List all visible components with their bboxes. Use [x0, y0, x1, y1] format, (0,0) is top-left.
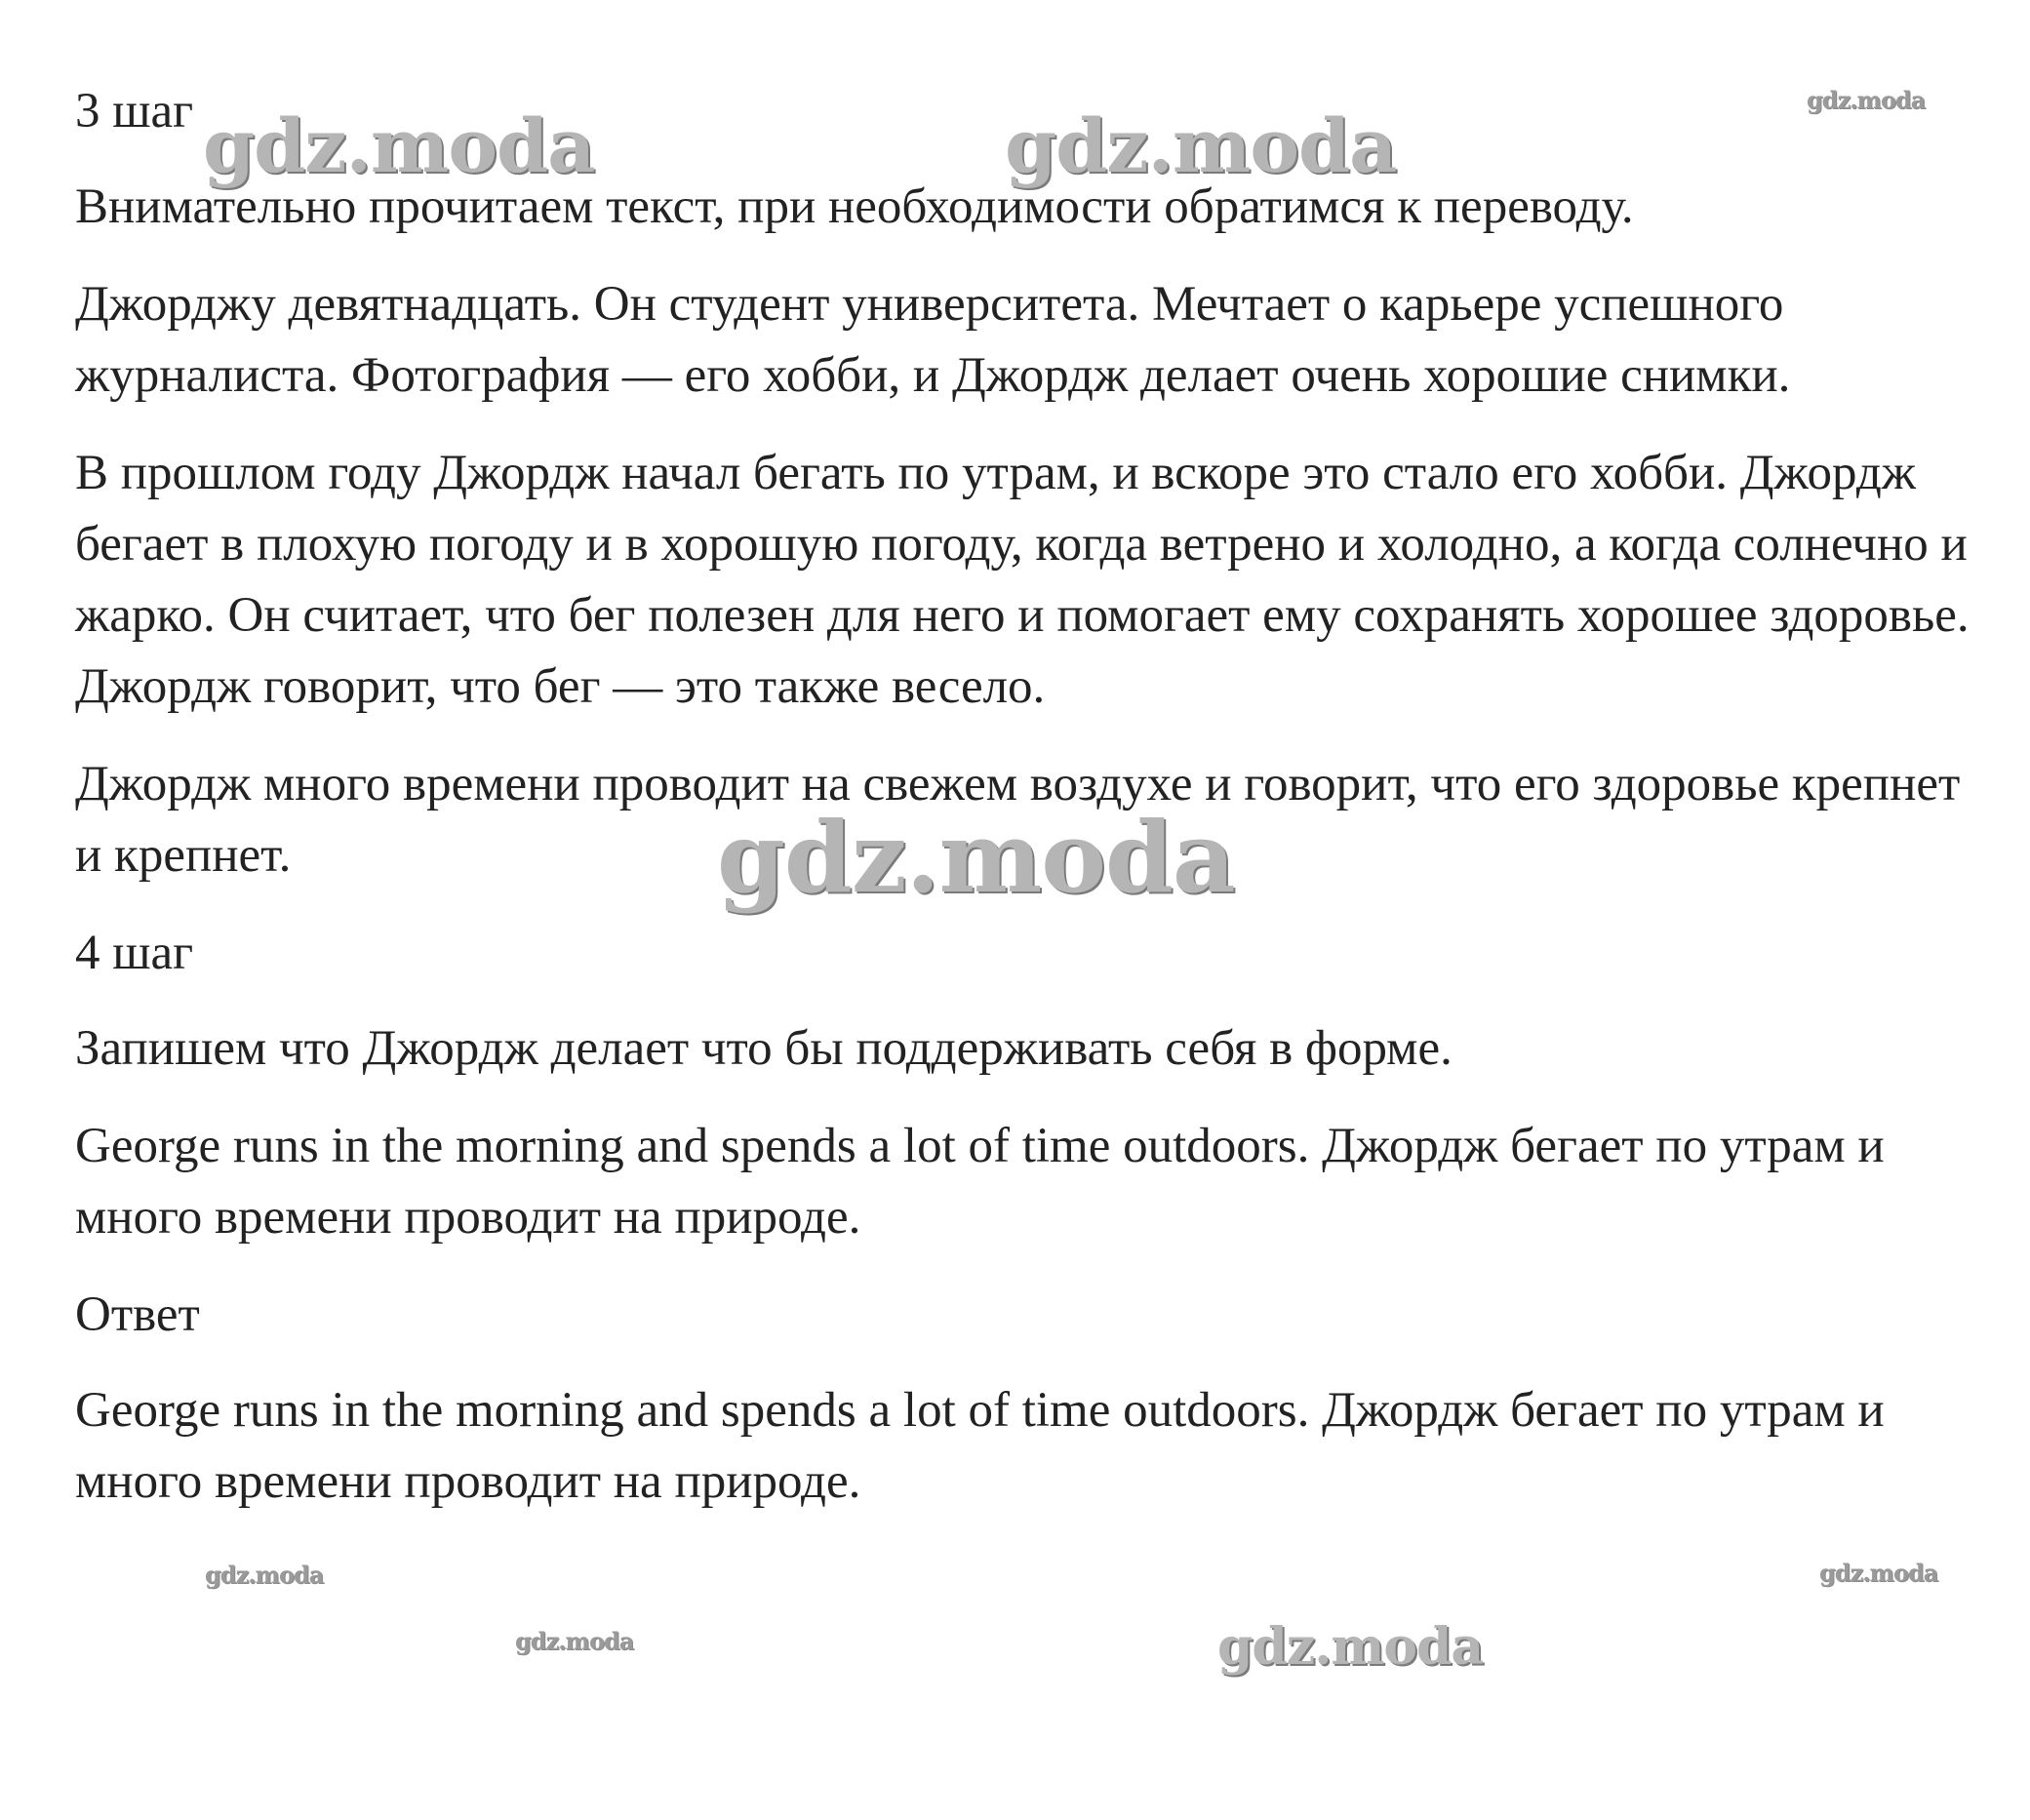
paragraph-1: Джорджу девятнадцать. Он студент университета. Мечтает о карьере успешного журналиста. Фотография — его хобби, и Джордж делает очень хорошие снимки. [75, 277, 1791, 403]
paragraph-3: Джордж много времени проводит на свежем воздухе и говорит, что его здоровье крепнет и крепнет. [75, 757, 1961, 883]
step-4-instruction: Запишем что Джордж делает что бы поддерживать себя в форме. [75, 1021, 1453, 1076]
document-body [75, 76, 1987, 1544]
watermark: gdz.moda [205, 1561, 324, 1589]
step-3-instruction: Внимательно прочитаем текст, при необходимости обратимся к переводу. [75, 179, 1634, 234]
step-4-text: George runs in the morning and spends a lot of time outdoors. Джордж бегает по утрам и много времени проводит на природе. [75, 1119, 1885, 1245]
watermark: gdz.moda [515, 1627, 634, 1655]
answer-text: George runs in the morning and spends a lot of time outdoors. Джордж бегает по утрам и много времени проводит на природе. [75, 1383, 1885, 1509]
paragraph-2: В прошлом году Джордж начал бегать по утрам, и вскоре это стало его хобби. Джордж бегает в плохую погоду и в хорошую погоду, когда ветрено и холодно, а когда солнечно и жарко. Он считает, что бег полезен для него и помогает ему сохранять хорошее здоровье. Джордж говорит, что бег — это также весело. [75, 446, 1970, 714]
watermark: gdz.moda [1217, 1617, 1484, 1677]
watermark: gdz.moda [203, 102, 595, 189]
answer-label: Ответ [75, 1287, 200, 1342]
watermark: gdz.moda [717, 800, 1235, 915]
step-4-label: 4 шаг [75, 926, 194, 980]
watermark: gdz.moda [1807, 86, 1926, 114]
watermark: gdz.moda [1819, 1559, 1938, 1587]
watermark: gdz.moda [1005, 102, 1397, 189]
step-3-label: 3 шаг [75, 84, 194, 138]
